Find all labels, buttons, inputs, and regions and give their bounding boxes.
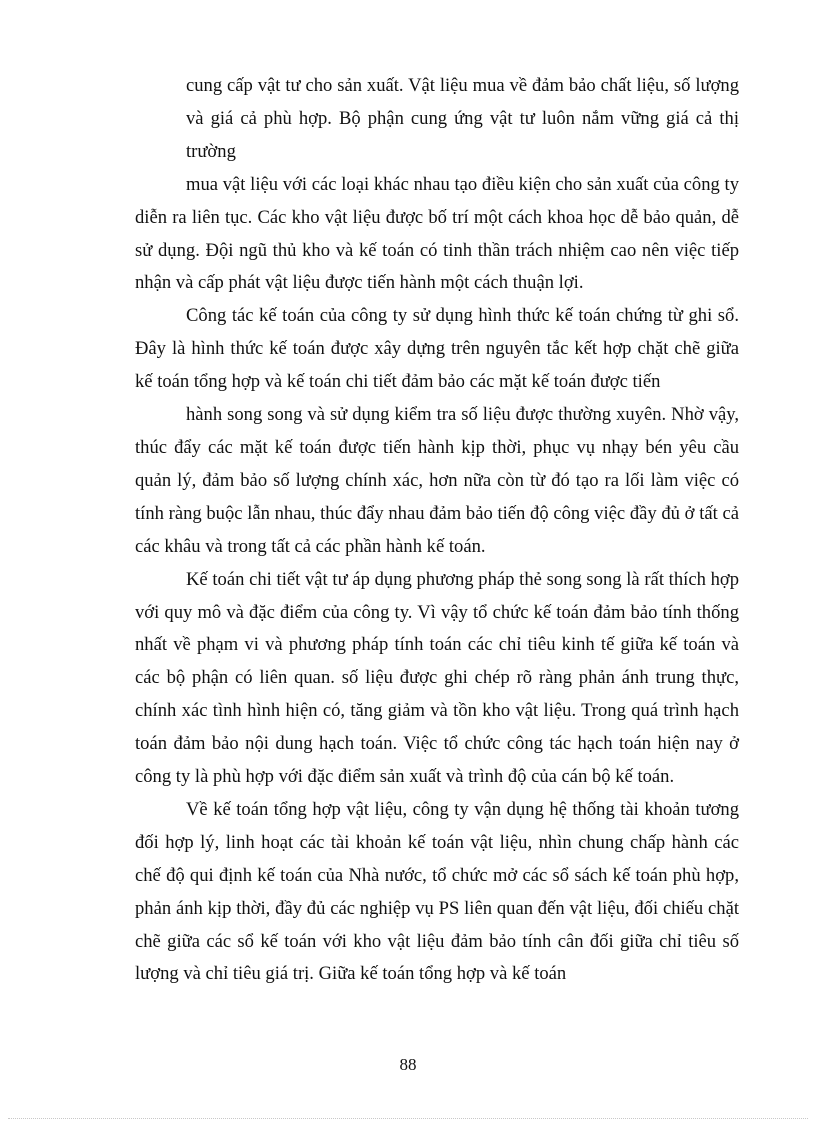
body-text — [135, 70, 739, 991]
paragraph-1: cung cấp vật tư cho sản xuất. Vật liệu mua về đảm bảo chất liệu, số lượng và giá cả phù hợp. Bộ phận cung ứng vật tư luôn nắm vững giá cả thị trường — [186, 75, 739, 162]
paragraph-2: mua vật liệu với các loại khác nhau tạo điều kiện cho sản xuất của công ty diễn ra liên tục. Các kho vật liệu được bố trí một cách khoa học dễ bảo quản, dễ sử dụng. Đội ngũ thủ kho và kế toán có tinh thần trách nhiệm cao nên việc tiếp nhận và cấp phát vật liệu được tiến hành một cách thuận lợi. — [135, 173, 739, 294]
paragraph-3: Công tác kế toán của công ty sử dụng hình thức kế toán chứng từ ghi sổ. Đây là hình thức kế toán được xây dựng trên nguyên tắc kết hợp chặt chẽ giữa kế toán tổng hợp và kế toán chi tiết đảm bảo các mặt kế toán được tiến — [135, 305, 739, 393]
paragraph-6: Về kế toán tổng hợp vật liệu, công ty vận dụng hệ thống tài khoản tương đối hợp lý, linh hoạt các tài khoản kế toán vật liệu, nhìn chung chấp hành các chế độ qui định kế toán của Nhà nước, tổ chức mở các sổ sách kế toán phù hợp, phản ánh kịp thời, đầy đủ các nghiệp vụ PS liên quan đến vật liệu, đối chiếu chặt chẽ giữa các sổ kế toán với kho vật liệu đảm bảo tính cân đối giữa chỉ tiêu số lượng và chỉ tiêu giá trị. Giữa kế toán tổng hợp và kế toán — [135, 798, 739, 985]
paragraph-4: hành song song và sử dụng kiểm tra số liệu được thường xuyên. Nhờ vậy, thúc đẩy các mặt kế toán được tiến hành kịp thời, phục vụ nhạy bén yêu cầu quản lý, đảm bảo số lượng chính xác, hơn nữa còn từ đó tạo ra lối làm việc có tính ràng buộc lẫn nhau, thúc đẩy nhau đảm bảo tiến độ công việc đầy đủ ở tất cả các khâu và trong tất cả các phần hành kế toán. — [135, 404, 739, 557]
paragraph-5: Kế toán chi tiết vật tư áp dụng phương pháp thẻ song song là rất thích hợp với quy mô và đặc điểm của công ty. Vì vậy tổ chức kế toán đảm bảo tính thống nhất về phạm vi và phương pháp tính toán các chỉ tiêu kinh tế giữa kế toán và các bộ phận có liên quan. số liệu được ghi chép rõ ràng phản ánh trung thực, chính xác tình hình hiện có, tăng giảm và tồn kho vật liệu. Trong quá trình hạch toán đảm bảo nội dung hạch toán. Việc tổ chức công tác hạch toán hiện nay ở công ty là phù hợp với đặc điểm sản xuất và trình độ của cán bộ kế toán. — [135, 568, 739, 788]
page-number: 88 — [399, 1055, 417, 1074]
footer-divider — [8, 1118, 808, 1119]
